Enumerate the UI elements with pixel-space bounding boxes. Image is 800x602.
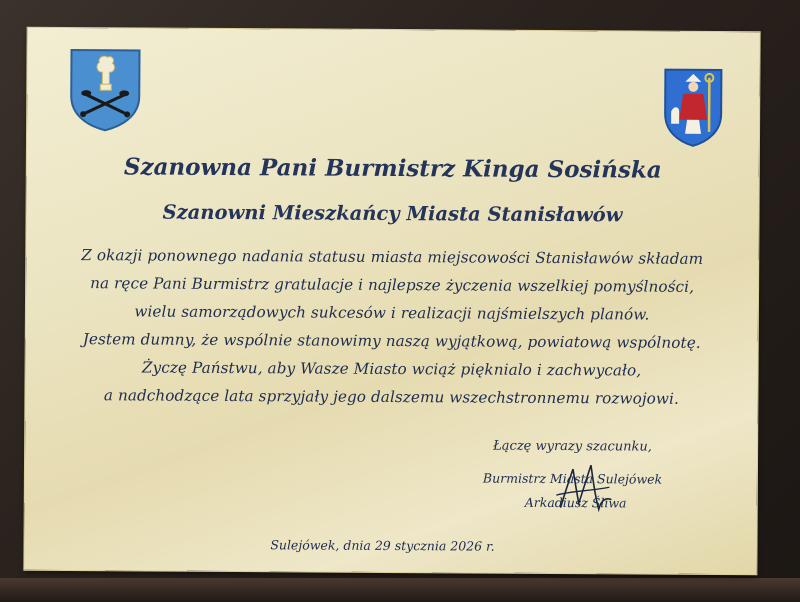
greeting-residents: Szanowni Mieszkańcy Miasta Stanisławów <box>162 200 623 227</box>
signatory-name: Arkadiusz Śliwa <box>524 494 627 511</box>
signatory-title: Burmistrz Miasta Sulejówek <box>482 470 663 487</box>
greeting-recipient: Szanowna Pani Burmistrz Kinga Sosińska <box>123 153 662 184</box>
commemorative-plaque <box>24 28 759 574</box>
body-line: Życzę Państwu, aby Wasze Miasto wciąż pięknialo i zachwycało, <box>141 358 642 380</box>
left-crest-icon <box>69 48 142 136</box>
right-crest-icon <box>663 68 724 152</box>
place-and-date: Sulejówek, dnia 29 stycznia 2026 r. <box>270 537 495 554</box>
body-line: na ręce Pani Burmistrz gratulacje i najlepsze życzenia wszelkiej pomyślności, <box>90 274 695 296</box>
closing-regards: Łączę wyrazy szacunku, <box>493 438 653 455</box>
board-edge <box>0 578 800 602</box>
body-line: wielu samorządowych sukcesów i realizacji najśmielszych planów. <box>134 302 650 324</box>
body-line: Jestem dumny, że wspólnie stanowimy naszą wyjątkową, powiatową wspólnotę. <box>82 330 701 352</box>
body-line: Z okazji ponownego nadania statusu miasta miejscowości Stanisławów składam <box>81 246 704 268</box>
body-line: a nadchodzące lata sprzyjały jego dalszemu wszechstronnemu rozwojowi. <box>103 386 679 408</box>
handwritten-signature <box>553 457 617 521</box>
